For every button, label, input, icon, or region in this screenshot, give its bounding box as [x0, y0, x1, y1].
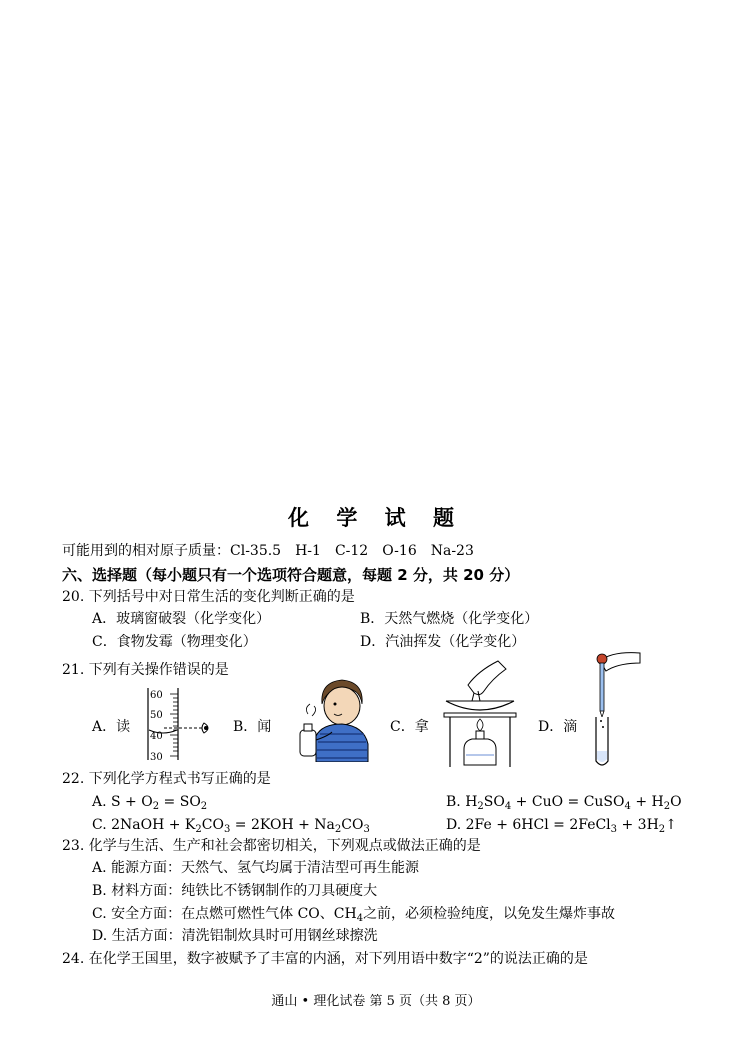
cylinder-tick-40: 40	[150, 731, 163, 742]
q20-option-a: A．玻璃窗破裂（化学变化）	[92, 611, 271, 627]
q22-option-d: D. 2Fe + 6HCl = 2FeCl$_3$ + $3H_2↑$	[446, 817, 677, 835]
page-title: 化 学 试 题	[288, 506, 464, 530]
q21-option-a: A．读	[92, 719, 131, 735]
q21-option-b: B．闻	[233, 719, 272, 735]
q21-stem: 21. 下列有关操作错误的是	[62, 662, 229, 678]
dropper-figure	[588, 645, 644, 769]
q22-option-c: C. 2NaOH + $K_2CO_3 = 2KOH + Na_2CO_3$	[92, 817, 370, 835]
q21-option-c: C．拿	[390, 719, 429, 735]
q20-option-c: C．食物发霉（物理变化）	[92, 634, 257, 650]
smelling-figure	[292, 674, 370, 762]
cylinder-tick-60: 60	[150, 690, 163, 701]
eye-icon	[204, 726, 208, 730]
q23-option-a: A. 能源方面：天然气、氢气均属于清洁型可再生能源	[92, 860, 420, 876]
q23-stem: 23. 化学与生活、生产和社会都密切相关，下列观点或做法正确的是	[62, 838, 481, 854]
cylinder-tick-50: 50	[150, 710, 163, 721]
q20-option-d: D．汽油挥发（化学变化）	[360, 634, 526, 650]
q24-stem: 24. 在化学王国里，数字被赋予了丰富的内涵，对下列用语中数字“2”的说法正确的是	[62, 951, 588, 967]
evaporation-figure	[440, 657, 520, 769]
section-heading: 六、选择题（每小题只有一个选项符合题意，每题 2 分，共 20 分）	[62, 566, 520, 584]
q23-option-d: D. 生活方面：清洗铝制炊具时可用钢丝球擦洗	[92, 928, 378, 944]
q23-option-c: C. 安全方面：在点燃可燃性气体 CO、$CH_4$之前，必须检验纯度，以免发生爆炸事故	[92, 906, 616, 924]
q23-option-b: B. 材料方面：纯铁比不锈钢制作的刀具硬度大	[92, 883, 378, 899]
cylinder-reading-figure	[140, 686, 222, 762]
q22-option-b: B. $H_2SO_4$ + CuO = CuSO$_4$ + $H_2O$	[446, 794, 682, 812]
q20-option-b: B．天然气燃烧（化学变化）	[360, 611, 539, 627]
q21-option-d: D．滴	[538, 719, 578, 735]
q22-option-a: A. $S + O_2 = SO_2$	[92, 794, 208, 812]
cylinder-tick-30: 30	[150, 752, 163, 762]
q20-stem: 20. 下列括号中对日常生活的变化判断正确的是	[62, 589, 355, 605]
q22-stem: 22. 下列化学方程式书写正确的是	[62, 771, 271, 787]
atomic-mass-note: 可能用到的相对原子质量：Cl-35.5 H-1 C-12 O-16 Na-23	[62, 543, 474, 559]
page-footer: 通山 • 理化试卷 第 5 页（共 8 页）	[271, 994, 481, 1009]
